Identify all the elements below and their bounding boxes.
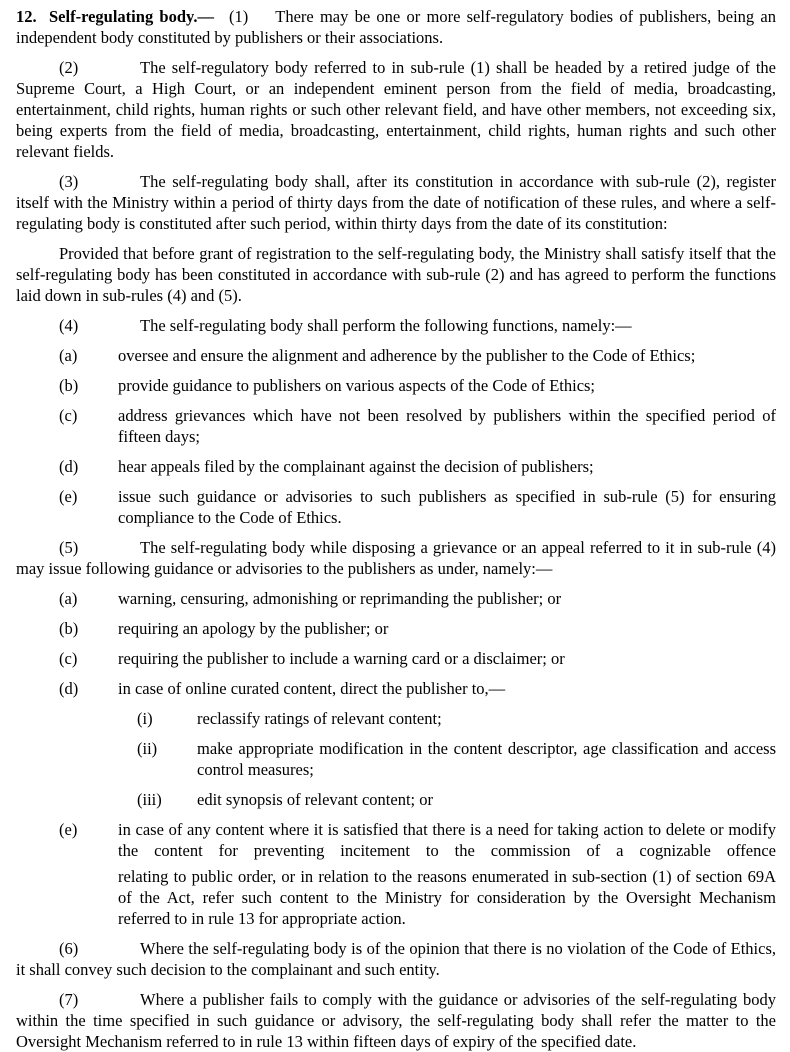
list-item-4e	[59, 486, 776, 528]
list-item-5d-ii-label: (ii)	[137, 739, 158, 758]
list-item-4d-text: hear appeals filed by the complainant against the decision of publishers;	[118, 457, 594, 476]
list-item-4a	[59, 345, 776, 366]
rule-number: 12.	[16, 7, 37, 26]
sub-rule-3-label: (3)	[59, 172, 79, 191]
list-item-5c	[59, 648, 776, 669]
list-item-5e-text-part2: relating to public order, or in relation to the reasons enumerated in sub-section (1) of section 69A of the Act, refer such content to the Ministry for consideration by the Oversight Mechanism referred to in rule 13 for appropriate action.	[118, 867, 776, 928]
list-item-5d-i	[137, 708, 776, 729]
sub-rule-1-label: (1)	[229, 7, 249, 26]
list-item-4e-text: issue such guidance or advisories to such publishers as specified in sub-rule (5) for ensuring compliance to the Code of Ethics.	[118, 487, 776, 527]
list-item-5b	[59, 618, 776, 639]
list-item-5d	[59, 678, 776, 699]
sub-rule-7-label: (7)	[59, 990, 79, 1009]
list-item-4e-label: (e)	[59, 487, 78, 506]
list-item-4c-label: (c)	[59, 406, 78, 425]
list-item-4c-text: address grievances which have not been resolved by publishers within the specified period of fifteen days;	[118, 406, 776, 446]
list-item-5d-iii	[137, 789, 776, 810]
list-item-4b-label: (b)	[59, 376, 79, 395]
sub-rule-5-text: The self-regulating body while disposing a grievance or an appeal referred to it in sub-rule (4) may issue following guidance or advisories to the publishers as under, namely:—	[16, 538, 776, 578]
sub-rule-2-label: (2)	[59, 58, 79, 77]
proviso-text: Provided that before grant of registration to the self-regulating body, the Ministry shall satisfy itself that the self-regulating body has been constituted in accordance with sub-rule (2) and has agreed to perform the functions laid down in sub-rules (4) and (5).	[16, 244, 776, 305]
sub-rule-6-label: (6)	[59, 939, 79, 958]
list-item-4d	[59, 456, 776, 477]
sub-rule-1-text: There may be one or more self-regulatory bodies of publishers, being an independent body constituted by publishers or their associations.	[16, 7, 776, 47]
list-item-5d-text: in case of online curated content, direct the publisher to,—	[118, 679, 506, 698]
list-item-5e	[59, 819, 776, 929]
paragraph-sub-rule-5	[16, 537, 776, 579]
list-item-5c-text: requiring the publisher to include a warning card or a disclaimer; or	[118, 649, 565, 668]
list-item-5d-iii-text: edit synopsis of relevant content; or	[197, 790, 433, 809]
rule-title: Self-regulating body.—	[49, 7, 214, 26]
list-item-4a-label: (a)	[59, 346, 78, 365]
list-item-5b-label: (b)	[59, 619, 79, 638]
list-item-5d-ii-text: make appropriate modification in the content descriptor, age classification and access control measures;	[197, 739, 776, 779]
paragraph-sub-rule-3	[16, 171, 776, 234]
paragraph-sub-rule-7	[16, 989, 776, 1052]
list-item-5d-ii	[137, 738, 776, 780]
paragraph-sub-rule-2	[16, 57, 776, 162]
list-item-5e-label: (e)	[59, 820, 78, 839]
list-item-5d-i-text: reclassify ratings of relevant content;	[197, 709, 442, 728]
paragraph-sub-rule-6	[16, 938, 776, 980]
list-item-5b-text: requiring an apology by the publisher; or	[118, 619, 389, 638]
paragraph-rule-heading	[16, 6, 776, 48]
sub-rule-4-text: The self-regulating body shall perform the following functions, namely:—	[140, 316, 632, 335]
paragraph-proviso	[16, 243, 776, 306]
list-item-5d-i-label: (i)	[137, 709, 153, 728]
list-item-5a	[59, 588, 776, 609]
list-item-4b	[59, 375, 776, 396]
sub-rule-2-text: The self-regulatory body referred to in sub-rule (1) shall be headed by a retired judge of the Supreme Court, a High Court, or an independent eminent person from the field of media, broadcasting, entertainment, child rights, human rights or such other relevant field, and have other members, not exceeding six, being experts from the field of media, broadcasting, entertainment, child rights, human rights and such other relevant fields.	[16, 58, 776, 161]
list-item-4c	[59, 405, 776, 447]
list-item-4a-text: oversee and ensure the alignment and adherence by the publisher to the Code of Ethics;	[118, 346, 696, 365]
sub-rule-3-text: The self-regulating body shall, after its constitution in accordance with sub-rule (2), register itself with the Ministry within a period of thirty days from the date of notification of these rules, and where a self-regulating body is constituted after such period, within thirty days from the date of its constitution:	[16, 172, 776, 233]
paragraph-sub-rule-4	[16, 315, 776, 336]
list-item-5a-text: warning, censuring, admonishing or reprimanding the publisher; or	[118, 589, 562, 608]
sub-rule-6-text: Where the self-regulating body is of the opinion that there is no violation of the Code of Ethics, it shall convey such decision to the complainant and such entity.	[16, 939, 776, 979]
list-item-5d-iii-label: (iii)	[137, 790, 162, 809]
list-item-5d-label: (d)	[59, 679, 79, 698]
sub-rule-7-text: Where a publisher fails to comply with the guidance or advisories of the self-regulating body within the time specified in such guidance or advisory, the self-regulating body shall refer the matter to the Oversight Mechanism referred to in rule 13 within fifteen days of expiry of the specified date.	[16, 990, 776, 1051]
list-item-5c-label: (c)	[59, 649, 78, 668]
list-item-5a-label: (a)	[59, 589, 78, 608]
sub-rule-5-label: (5)	[59, 538, 79, 557]
sub-rule-4-label: (4)	[59, 316, 79, 335]
list-item-5e-text-part1: in case of any content where it is satisfied that there is a need for taking action to delete or modify the content for preventing incitement to the commission of a cognizable offence	[118, 820, 776, 860]
list-item-4b-text: provide guidance to publishers on various aspects of the Code of Ethics;	[118, 376, 596, 395]
list-item-4d-label: (d)	[59, 457, 79, 476]
